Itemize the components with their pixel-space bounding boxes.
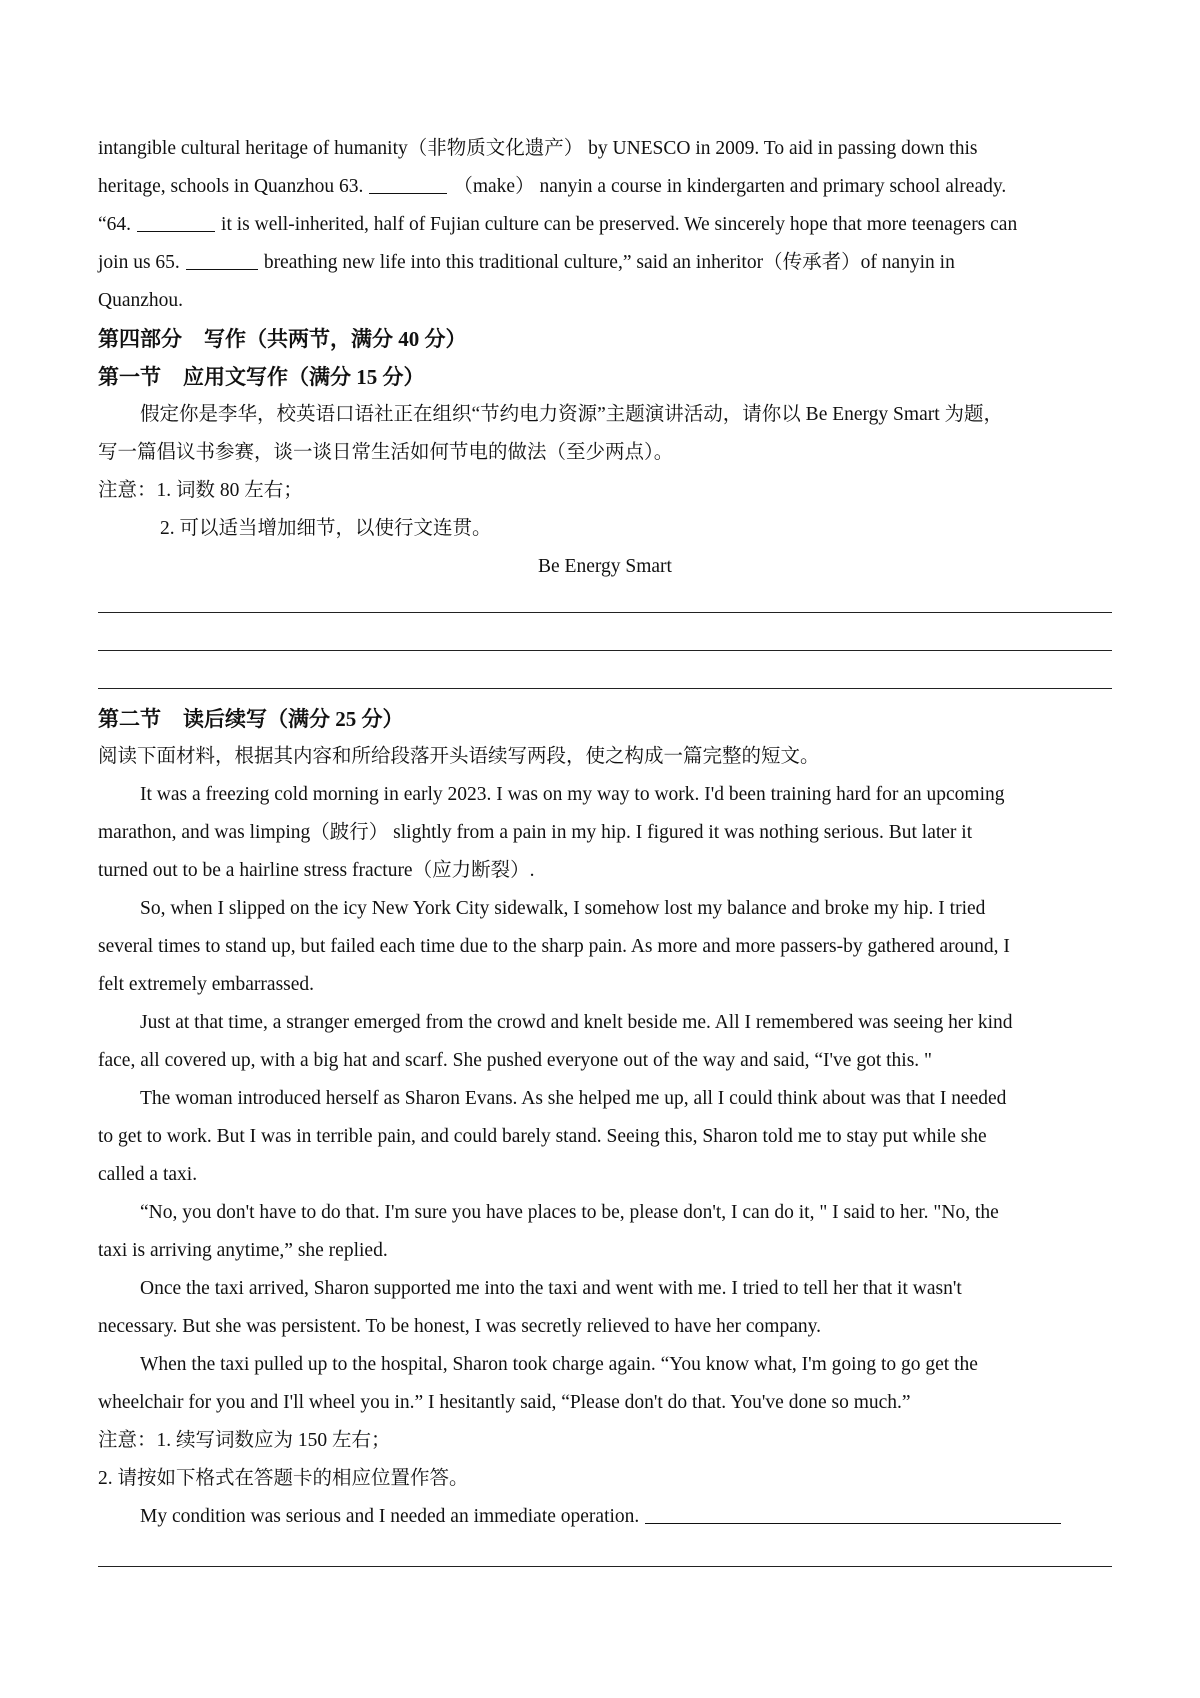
- passage-line: intangible cultural heritage of humanity（非物质文化遗产） by UNESCO in 2009. To aid in passing down this: [98, 138, 978, 159]
- story-line: necessary. But she was persistent. To be honest, I was secretly relieved to have her company.: [98, 1316, 821, 1337]
- answer-line: [98, 650, 1112, 651]
- section1-prompt: 写一篇倡议书参赛，谈一谈日常生活如何节电的做法（至少两点）。: [98, 442, 674, 463]
- answer-lines: [98, 1536, 1112, 1576]
- story-line: felt extremely embarrassed.: [98, 974, 315, 995]
- story-line: It was a freezing cold morning in early 2023. I was on my way to work. I'd been training hard for an upcoming: [140, 784, 1005, 805]
- passage-line: join us 65. breathing new life into this traditional culture,” said an inheritor（传承者）of nanyin in: [98, 244, 1112, 282]
- story-line: turned out to be a hairline stress fracture（应力断裂）.: [98, 860, 535, 881]
- section1-prompt: 假定你是李华，校英语口语社正在组织“节约电力资源”主题演讲活动，请你以 Be Energy Smart 为题，: [140, 404, 1004, 425]
- passage-line: heritage, schools in Quanzhou 63. （make） nanyin a course in kindergarten and primary school already.: [98, 168, 1112, 206]
- answer-lines: [98, 586, 1112, 700]
- story-line: When the taxi pulled up to the hospital, Sharon took charge again. “You know what, I'm going to go get the: [140, 1354, 978, 1375]
- blank-64: [137, 212, 215, 233]
- story-line: Just at that time, a stranger emerged from the crowd and knelt beside me. All I remembered was seeing her kind: [140, 1012, 1013, 1033]
- passage-line: “64. it is well-inherited, half of Fujian culture can be preserved. We sincerely hope that more teenagers can: [98, 206, 1112, 244]
- story-line: “No, you don't have to do that. I'm sure you have places to be, please don't, I can do it, " I said to her. "No, the: [140, 1202, 999, 1223]
- story-line: wheelchair for you and I'll wheel you in.” I hesitantly said, “Please don't do that. You've done so much.”: [98, 1392, 911, 1413]
- story-line: The woman introduced herself as Sharon Evans. As she helped me up, all I could think about was that I needed: [140, 1088, 1007, 1109]
- story-line: face, all covered up, with a big hat and scarf. She pushed everyone out of the way and said, “I've got this. ": [98, 1050, 932, 1071]
- essay-title: Be Energy Smart: [538, 556, 672, 577]
- answer-line: [98, 1566, 1112, 1567]
- story-line: called a taxi.: [98, 1164, 198, 1185]
- continuation-start: My condition was serious and I needed an immediate operation.: [98, 1498, 1112, 1536]
- exam-page: [98, 130, 1112, 1576]
- answer-line: [98, 688, 1112, 689]
- blank-65: [186, 250, 258, 271]
- section2-note: 注意：1. 续写词数应为 150 左右；: [98, 1430, 391, 1451]
- story-line: several times to stand up, but failed each time due to the sharp pain. As more and more passers-by gathered around, I: [98, 936, 1010, 957]
- blank-63: [369, 174, 447, 195]
- section1-note: 注意：1. 词数 80 左右；: [98, 480, 303, 501]
- part4-heading: 第四部分 写作（共两节，满分 40 分）: [98, 327, 467, 351]
- story-line: to get to work. But I was in terrible pain, and could barely stand. Seeing this, Sharon told me to stay put while she: [98, 1126, 987, 1147]
- continuation-blank: [645, 1504, 1061, 1525]
- story-line: Once the taxi arrived, Sharon supported me into the taxi and went with me. I tried to tell her that it wasn't: [140, 1278, 962, 1299]
- section1-note: 2. 可以适当增加细节，以使行文连贯。: [160, 518, 492, 539]
- section2-heading: 第二节 读后续写（满分 25 分）: [98, 707, 404, 731]
- story-line: So, when I slipped on the icy New York City sidewalk, I somehow lost my balance and broke my hip. I tried: [140, 898, 986, 919]
- section1-heading: 第一节 应用文写作（满分 15 分）: [98, 365, 425, 389]
- story-line: taxi is arriving anytime,” she replied.: [98, 1240, 388, 1261]
- section2-note: 2. 请按如下格式在答题卡的相应位置作答。: [98, 1468, 469, 1489]
- passage-line: Quanzhou.: [98, 290, 184, 311]
- story-line: marathon, and was limping（跛行） slightly from a pain in my hip. I figured it was nothing serious. But later it: [98, 822, 973, 843]
- answer-line: [98, 612, 1112, 613]
- section2-instruction: 阅读下面材料，根据其内容和所给段落开头语续写两段，使之构成一篇完整的短文。: [98, 746, 820, 767]
